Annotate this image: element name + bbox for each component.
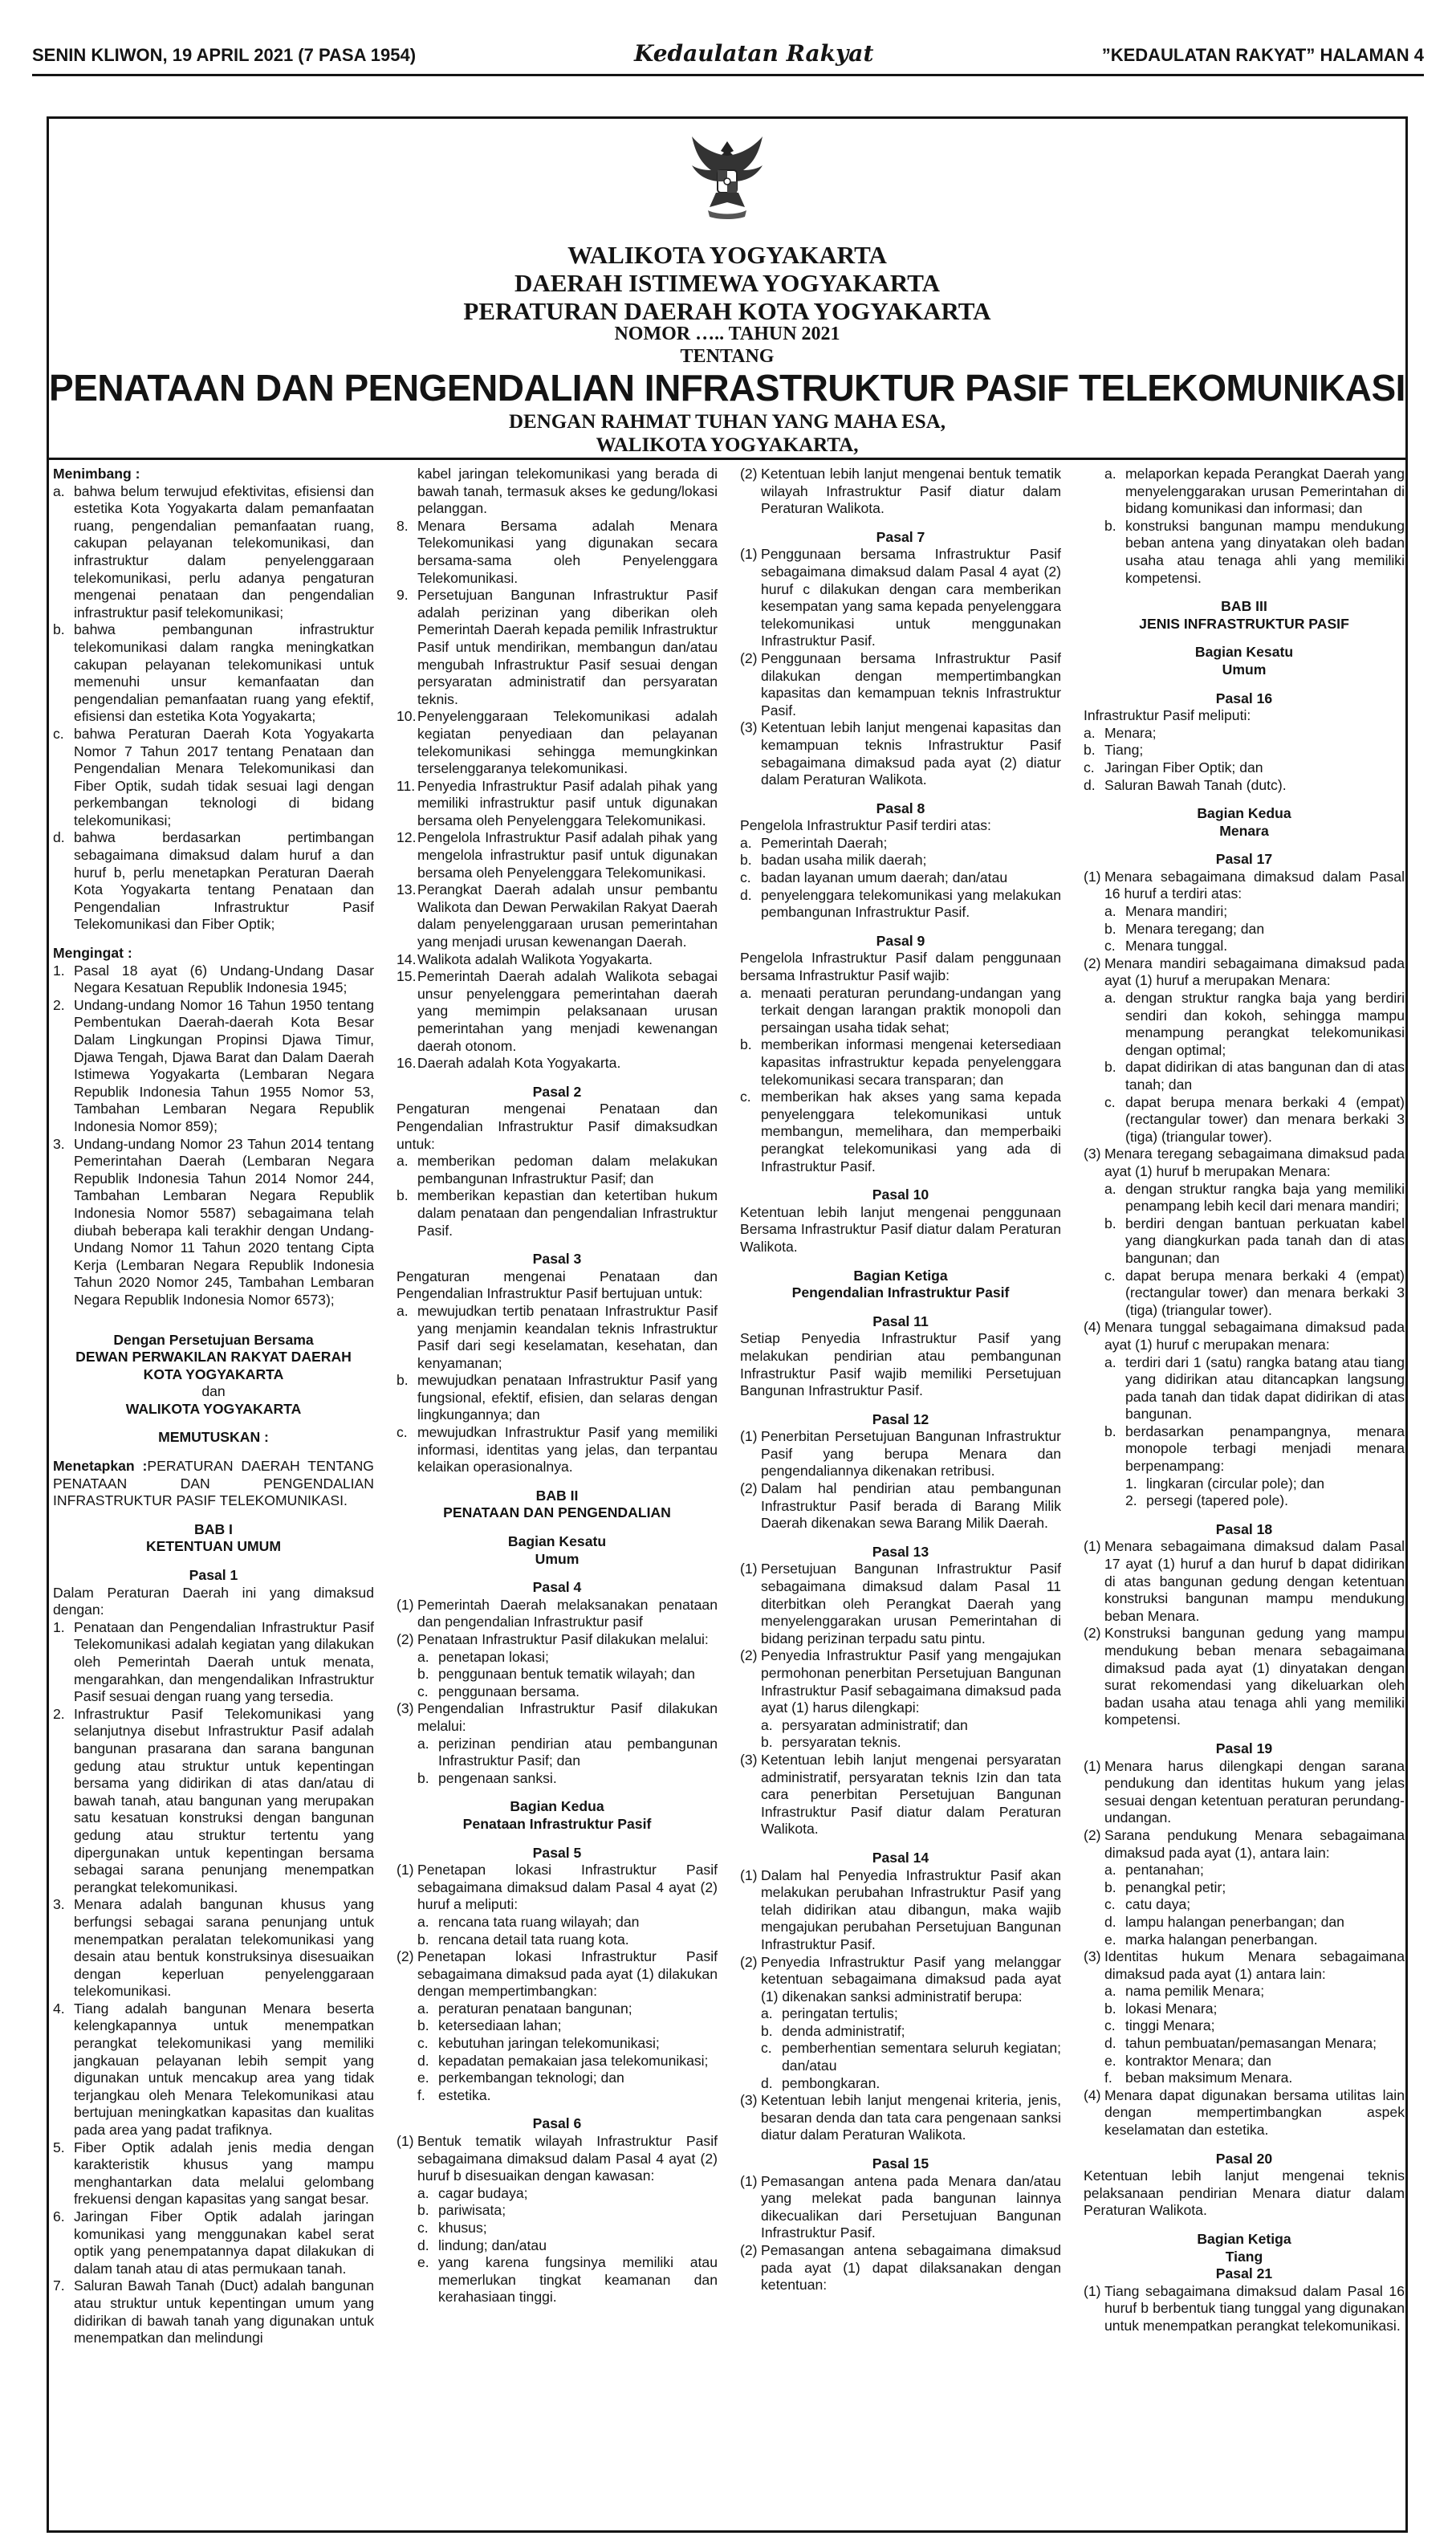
list-item: a. Menara; — [1084, 724, 1157, 741]
list-item: (4) Menara dapat digunakan bersama utilitas lain dengan mempertimbangkan aspek keselamatan dan estetika. — [1084, 2086, 1405, 2139]
bagian-title: Tiang — [1225, 2248, 1263, 2265]
persetujuan-line: KOTA YOGYAKARTA — [143, 1366, 284, 1382]
list-item: (2) Penataan Infrastruktur Pasif dilakukan melalui: — [397, 1631, 709, 1647]
sub-list-item: b. persyaratan teknis. — [761, 1734, 901, 1751]
newspaper-top-bar — [0, 0, 1456, 72]
sub-list-item: a. perizinan pendirian atau pembangunan Infrastruktur Pasif; dan — [417, 1735, 718, 1769]
list-item: 4. Tiang adalah bangunan Menara beserta kelengkapannya untuk menempatkan perangkat telekomunikasi yang memiliki jangkauan pelayanan lebih sempit yang digunakan untuk mencakup area yang tidak terjangkau oleh Menara Telekomunikasi atau bertujuan meningkatkan kapasitas dan kualitas pada area yang padat trafiknya. — [53, 2000, 374, 2139]
list-item: c. badan layanan umum daerah; dan/atau — [740, 869, 1008, 886]
persetujuan-line: DEWAN PERWAKILAN RAKYAT DAERAH — [75, 1349, 352, 1366]
bab-title: PENATAAN DAN PENGENDALIAN — [443, 1504, 671, 1521]
garuda-emblem-icon — [689, 135, 766, 223]
list-item: (2) Konstruksi bangunan gedung yang mampu mendukung beban menara sebagaimana dimaksud pada ayat (1) dinyatakan dengan surat rekomendasi yang dikeluarkan oleh badan usaha atau tenaga ahli yang memiliki kompetensi. — [1084, 1625, 1405, 1728]
list-item: b. memberikan kepastian dan ketertiban hukum dalam penataan dan pengendalian Infrastruktur Pasif. — [397, 1187, 718, 1239]
sub-list-item: c. kebutuhan jaringan telekomunikasi; — [417, 2035, 660, 2052]
bab-heading: BAB I — [194, 1520, 233, 1537]
list-item: a. menaati peraturan perundang-undangan yang terkait dengan larangan praktik monopoli dan persaingan usaha tidak sehat; — [740, 984, 1061, 1036]
bagian-heading: Bagian Kedua — [1197, 805, 1291, 822]
list-item: (4) Menara tunggal sebagaimana dimaksud pada ayat (1) huruf c merupakan menara: — [1084, 1319, 1405, 1353]
list-item: (3) Identitas hukum Menara sebagaimana dimaksud pada ayat (1) antara lain: — [1084, 1948, 1405, 1982]
list-item: 16. Daerah adalah Kota Yogyakarta. — [397, 1055, 621, 1072]
paragraph: Pengelola Infrastruktur Pasif terdiri atas: — [740, 817, 991, 834]
list-item: 14. Walikota adalah Walikota Yogyakarta. — [397, 950, 653, 967]
pasal-heading: Pasal 7 — [876, 528, 925, 545]
list-item: 2. Undang-undang Nomor 16 Tahun 1950 tentang Pembentukan Daerah-daerah Kota Besar Dalam Lingkungan Propinsi Djawa Timur, Djawa Tengah, Djawa Barat dan Dalam Daerah Istimewa Yogyakarta (Lembaran Negara Republik Indonesia Tahun 1955 Nomor 53, Tambahan Lembaran Negara Republik Indonesia Nomor 859); — [53, 996, 374, 1134]
pasal-heading: Pasal 19 — [1215, 1740, 1273, 1756]
list-item: (1) Penetapan lokasi Infrastruktur Pasif sebagaimana dimaksud dalam Pasal 4 ayat (2) huruf a meliputi: — [397, 1862, 718, 1913]
list-item: 3. Undang-undang Nomor 23 Tahun 2014 tentang Pemerintahan Daerah (Lembaran Negara Republik Indonesia Tahun 2014 Nomor 244, Tambahan Lembaran Negara Republik Indonesia Nomor 5587) sebagaimana telah diubah beberapa kali terakhir dengan Undang-Undang Nomor 11 Tahun 2020 tentang Cipta Kerja (Lembaran Negara Republik Indonesia Tahun 2020 Nomor 245, Tambahan Lembaran Negara Republik Indonesia Nomor 6573); — [53, 1135, 374, 1308]
bagian-title: Pengendalian Infrastruktur Pasif — [791, 1284, 1010, 1301]
list-item: 2. Infrastruktur Pasif Telekomunikasi yang selanjutnya disebut Infrastruktur Pasif adalah bangunan prasarana dan sarana bangunan gedung atau struktur untuk kepentingan bersama yang didirikan di atas dan/atau di bawah tanah, atau bangunan yang merupakan satu kesatuan konstruksi dengan bangunan gedung atau struktur tertentu yang dipergunakan untuk kepentingan bersama sebagai sarana penunjang menempatkan perangkat telekomunikasi. — [53, 1705, 374, 1895]
sub-list-item: b. pariwisata; — [417, 2202, 506, 2219]
list-item: (1) Menara harus dilengkapi dengan sarana pendukung dan identitas hukum yang jelas sesuai dengan ketentuan peraturan perundang-undangan. — [1084, 1757, 1405, 1826]
list-item: 8. Menara Bersama adalah Menara Telekomunikasi yang digunakan secara bersama-sama oleh Penyelenggara Telekomunikasi. — [397, 517, 718, 586]
list-item: (1) Pemasangan antena pada Menara dan/atau yang melekat pada bangunan lainnya dikecualikan dari Persetujuan Bangunan Infrastruktur Pasif. — [740, 2172, 1061, 2241]
list-item: (3) Ketentuan lebih lanjut mengenai kapasitas dan kemampuan teknis Infrastruktur Pasif sebagaimana dimaksud pada ayat (2) diatur dalam Peraturan Walikota. — [740, 719, 1061, 788]
sub-list-item: b. konstruksi bangunan mampu mendukung beban antena yang dinyatakan oleh badan usaha atau tenaga ahli yang memiliki kompetensi. — [1104, 517, 1405, 586]
pasal-heading: Pasal 13 — [872, 1543, 929, 1560]
paragraph: Ketentuan lebih lanjut mengenai penggunaan Bersama Infrastruktur Pasif diatur dalam Peraturan Walikota. — [740, 1203, 1061, 1255]
paragraph: Infrastruktur Pasif meliputi: — [1084, 707, 1251, 724]
sub-list-item: b. lokasi Menara; — [1104, 2000, 1218, 2017]
sub-list-item: f. estetika. — [417, 2086, 491, 2103]
sub-list-item: c. tinggi Menara; — [1104, 2017, 1215, 2034]
sub-list-item: b. rencana detail tata ruang kota. — [417, 1931, 629, 1948]
sub-list-item: a. rencana tata ruang wilayah; dan — [417, 1913, 640, 1930]
pasal-heading: Pasal 6 — [532, 2115, 582, 2132]
sub-list-item: b. berdiri dengan bantuan perkuatan kabel yang diangkurkan pada tanah dan di atas bangunan; dan — [1104, 1215, 1405, 1266]
sub-list-item: e. perkembangan teknologi; dan — [417, 2070, 624, 2086]
pasal-heading: Pasal 17 — [1215, 851, 1273, 868]
paragraph: Pengaturan mengenai Penataan dan Pengendalian Infrastruktur Pasif bertujuan untuk: — [397, 1268, 718, 1302]
list-item: 1. Pasal 18 ayat (6) Undang-Undang Dasar Negara Kesatuan Republik Indonesia 1945; — [53, 962, 374, 996]
page-label: ”KEDAULATAN RAKYAT” HALAMAN 4 — [1101, 45, 1424, 65]
bagian-heading: Bagian Ketiga — [1197, 2231, 1291, 2247]
paragraph: Pengelola Infrastruktur Pasif dalam penggunaan bersama Infrastruktur Pasif wajib: — [740, 950, 1061, 984]
list-item: 10. Penyelenggaraan Telekomunikasi adalah kegiatan penyediaan dan pelayanan telekomunikasi sehingga memungkinkan terselenggaranya telekomunikasi. — [397, 708, 718, 777]
list-item: 12. Pengelola Infrastruktur Pasif adalah pihak yang mengelola infrastruktur pasif untuk digunakan bersama oleh Penyelenggara Telekomunikasi. — [397, 829, 718, 881]
regulation-title: PENATAAN DAN PENGENDALIAN INFRASTRUKTUR PASIF TELEKOMUNIKASI — [49, 367, 1405, 409]
menimbang-label: Menimbang : — [53, 466, 140, 482]
bagian-heading: Bagian Ketiga — [853, 1267, 948, 1284]
sub-list-item: a. terdiri dari 1 (satu) rangka batang atau tiang yang didirikan atau ditancapkan langsung pada tanah dan tidak dapat didirikan di atas bangunan. — [1104, 1353, 1405, 1423]
list-item: (1) Menara sebagaimana dimaksud dalam Pasal 16 huruf a terdiri atas: — [1084, 868, 1405, 902]
list-item: b. bahwa pembangunan infrastruktur telekomunikasi dalam rangka meningkatkan cakupan pelayanan telekomunikasi untuk memenuhi unsur kemanfaatan dan pengendalian pemanfaatan ruang yang efektif, efisiensi dan estetika Kota Yogyakarta; — [53, 621, 374, 725]
list-item: 11. Penyedia Infrastruktur Pasif adalah pihak yang memiliki infrastruktur pasif untuk digunakan bersama oleh Penyelenggara Telekomunikasi. — [397, 777, 718, 828]
header-line-walikota: WALIKOTA YOGYAKARTA — [567, 241, 887, 269]
list-item: (2) Ketentuan lebih lanjut mengenai bentuk tematik wilayah Infrastruktur Pasif diatur dalam Peraturan Walikota. — [740, 466, 1061, 517]
bagian-title: Umum — [535, 1550, 580, 1567]
list-item: a. memberikan pedoman dalam melakukan pembangunan Infrastruktur Pasif; dan — [397, 1153, 718, 1186]
list-item: (3) Pengendalian Infrastruktur Pasif dilakukan melalui: — [397, 1700, 718, 1734]
list-item: (1) Bentuk tematik wilayah Infrastruktur Pasif sebagaimana dimaksud dalam Pasal 4 ayat (2) huruf b disesuaikan dengan kawasan: — [397, 2133, 718, 2184]
mengingat-label: Mengingat : — [53, 945, 132, 962]
header-line-perda: PERATURAN DAERAH KOTA YOGYAKARTA — [463, 297, 991, 325]
sub-list-item: b. penggunaan bentuk tematik wilayah; dan — [417, 1666, 695, 1683]
list-item: (1) Penerbitan Persetujuan Bangunan Infrastruktur Pasif yang berupa Menara dan pengendaliannya dikenakan retribusi. — [740, 1428, 1061, 1480]
sub-list-item: a. dengan struktur rangka baja yang berdiri sendiri dan kokoh, sehingga mampu menampung perangkat telekomunikasi dengan optimal; — [1104, 990, 1405, 1058]
text-column-1 — [53, 466, 374, 2521]
persetujuan-line: dan — [201, 1383, 226, 1400]
list-item: b. Tiang; — [1084, 742, 1144, 759]
sub-list-item: b. penangkal petir; — [1104, 1878, 1226, 1895]
list-item: 3. Menara adalah bangunan khusus yang berfungsi sebagai sarana penunjang untuk menempatkan peralatan telekomunikasi yang desain atau bentuk konstruksinya disesuaikan dengan keperluan penyelenggaraan telekomunikasi. — [53, 1896, 374, 2000]
list-item: (1) Penggunaan bersama Infrastruktur Pasif sebagaimana dimaksud dalam Pasal 4 ayat (2) huruf c dilakukan dengan cara memberikan kesempatan yang sama kepada penyelenggara telekomunikasi untuk menggunakan Infrastruktur Pasif. — [740, 546, 1061, 649]
list-item: (1) Dalam hal Penyedia Infrastruktur Pasif akan melakukan perubahan Infrastruktur Pasif yang telah didirikan atau dibangun, maka wajib mengajukan perubahan Persetujuan Bangunan Infrastruktur Pasif. — [740, 1866, 1061, 1952]
sub-list-item: c. dapat berupa menara berkaki 4 (empat) (rectangular tower) dan menara berkaki 3 (tiga) (triangular tower). — [1104, 1093, 1405, 1145]
list-item: (2) Pemasangan antena sebagaimana dimaksud pada ayat (1) dapat dilaksanakan dengan ketentuan: — [740, 2242, 1061, 2294]
paragraph: Setiap Penyedia Infrastruktur Pasif yang melakukan pendirian atau pembangunan Infrastruktur Pasif wajib memiliki Persetujuan Bangunan Infrastruktur Pasif. — [740, 1330, 1061, 1399]
list-item: (1) Tiang sebagaimana dimaksud dalam Pasal 16 huruf b berbentuk tiang tunggal yang digunakan untuk menempatkan perangkat telekomunikasi. — [1084, 2282, 1405, 2334]
paragraph: Ketentuan lebih lanjut mengenai teknis pelaksanaan pendirian Menara diatur dalam Peraturan Walikota. — [1084, 2167, 1405, 2219]
sub-list-item: 1. lingkaran (circular pole); dan — [1125, 1475, 1324, 1492]
sub-list-item: c. penggunaan bersama. — [417, 1683, 580, 1699]
list-item: b. mewujudkan penataan Infrastruktur Pasif yang fungsional, efektif, efisien, dan selaras dengan lingkungannya; dan — [397, 1372, 718, 1423]
pasal-heading: Pasal 15 — [872, 2155, 929, 2172]
sub-list-item: a. melaporkan kepada Perangkat Daerah yang menyelenggarakan urusan Pemerintahan di bidang komunikasi dan informasi; dan — [1104, 466, 1405, 517]
header-line-diy: DAERAH ISTIMEWA YOGYAKARTA — [514, 269, 940, 297]
bab-title: KETENTUAN UMUM — [145, 1538, 282, 1555]
pasal-heading: Pasal 9 — [876, 932, 925, 949]
header-line-nomor: NOMOR ….. TAHUN 2021 — [614, 324, 840, 344]
sub-list-item: a. penetapan lokasi; — [417, 1648, 549, 1665]
list-item: (1) Menara sebagaimana dimaksud dalam Pasal 17 ayat (1) huruf a dan huruf b dapat didirikan di atas bangunan gedung dengan ketentuan konstruksi bangunan mampu mendukung beban Menara. — [1084, 1538, 1405, 1624]
header-line-tentang: TENTANG — [680, 346, 775, 367]
menetapkan-paragraph: Menetapkan :PERATURAN DAERAH TENTANG PENATAAN DAN PENGENDALIAN INFRASTRUKTUR PASIF TELEKOMUNIKASI. — [53, 1458, 374, 1509]
bagian-heading: Bagian Kedua — [510, 1798, 604, 1815]
sub-list-item: a. persyaratan administratif; dan — [761, 1716, 968, 1733]
list-item: (2) Menara mandiri sebagaimana dimaksud pada ayat (1) huruf a merupakan Menara: — [1084, 954, 1405, 989]
pasal-heading: Pasal 11 — [872, 1313, 929, 1329]
bagian-title: Penataan Infrastruktur Pasif — [462, 1815, 652, 1832]
list-item: (2) Penyedia Infrastruktur Pasif yang mengajukan permohonan penerbitan Persetujuan Bangunan Infrastruktur Pasif sebagaimana dimaksud pada ayat (1) harus dilengkapi: — [740, 1647, 1061, 1716]
pasal-heading: Pasal 20 — [1215, 2150, 1273, 2167]
memutuskan-heading: MEMUTUSKAN : — [158, 1429, 269, 1446]
sub-list-item: a. cagar budaya; — [417, 2184, 528, 2201]
regulation-header — [47, 120, 1408, 454]
sub-list-item: a. peringatan tertulis; — [761, 2005, 898, 2022]
header-rule — [47, 458, 1408, 460]
sub-list-item: d. lindung; dan/atau — [417, 2237, 547, 2253]
sub-list-item: b. berdasarkan penampangnya, menara monopole terbagi menjadi menara berpenampang: — [1104, 1423, 1405, 1475]
list-item: c. Jaringan Fiber Optik; dan — [1084, 759, 1263, 775]
text-column-2 — [397, 466, 718, 2521]
pasal-heading: Pasal 12 — [872, 1410, 929, 1427]
list-item: (1) Persetujuan Bangunan Infrastruktur Pasif sebagaimana dimaksud dalam Pasal 11 diterbitkan oleh Perangkat Daerah yang menyelenggarakan urusan Pemerintahan di bidang perizinan terpadu satu pintu. — [740, 1561, 1061, 1646]
list-item: c. mewujudkan Infrastruktur Pasif yang memiliki informasi, identitas yang jelas, dan terpantau kelaikan operasionalnya. — [397, 1424, 718, 1475]
sub-list-item: c. khusus; — [417, 2220, 487, 2236]
header-line-rahmat: DENGAN RAHMAT TUHAN YANG MAHA ESA, — [508, 411, 946, 433]
pasal-heading: Pasal 10 — [872, 1186, 929, 1203]
list-item: (2) Penyedia Infrastruktur Pasif yang melanggar ketentuan sebagaimana dimaksud pada ayat (1) dikenakan sanksi administratif berupa: — [740, 1953, 1061, 2005]
list-item: (2) Sarana pendukung Menara sebagaimana dimaksud pada ayat (1), antara lain: — [1084, 1826, 1405, 1861]
list-item: (2) Dalam hal pendirian atau pembangunan Infrastruktur Pasif berada di Barang Milik Daerah dikenakan sewa Barang Milik Daerah. — [740, 1480, 1061, 1532]
list-item: b. memberikan informasi mengenai ketersediaan kapasitas infrastruktur kepada penyelenggara telekomunikasi secara transparan; dan — [740, 1036, 1061, 1088]
bab-heading: BAB III — [1221, 598, 1267, 615]
list-item: c. bahwa Peraturan Daerah Kota Yogyakarta Nomor 7 Tahun 2017 tentang Penataan dan Pengendalian Menara Telekomunikasi dan Fiber Optik, sudah tidak sesuai lagi dengan perkembangan teknologi di bidang telekomunikasi; — [53, 725, 374, 828]
sub-list-item: f. beban maksimum Menara. — [1104, 2070, 1293, 2086]
list-item: 6. Jaringan Fiber Optik adalah jaringan komunikasi yang menggunakan kabel serat optik yang penempatannya dapat dilakukan di dalam tanah atau di atas permukaan tanah. — [53, 2208, 374, 2277]
list-item: a. Pemerintah Daerah; — [740, 834, 888, 851]
text-column-3 — [740, 466, 1061, 2521]
sub-list-item: d. lampu halangan penerbangan; dan — [1104, 1913, 1344, 1930]
sub-list-item: e. marka halangan penerbangan. — [1104, 1931, 1318, 1948]
sub-list-item: a. Menara mandiri; — [1104, 903, 1228, 920]
bagian-heading: Bagian Kesatu — [507, 1533, 607, 1550]
list-item: (2) Penetapan lokasi Infrastruktur Pasif sebagaimana dimaksud pada ayat (1) dilakukan dengan mempertimbangkan: — [397, 1948, 718, 2000]
sub-list-item: c. Menara tunggal. — [1104, 938, 1228, 954]
pasal-heading: Pasal 16 — [1215, 690, 1273, 706]
sub-list-item: d. tahun pembuatan/pemasangan Menara; — [1104, 2035, 1377, 2052]
sub-list-item: a. peraturan penataan bangunan; — [417, 2000, 632, 2017]
list-item: (1) Pemerintah Daerah melaksanakan penataan dan pengendalian Infrastruktur pasif — [397, 1596, 718, 1630]
list-item: a. mewujudkan tertib penataan Infrastruktur Pasif yang menjamin keandalan teknis Infrastruktur Pasif dari segi keselamatan, kesehatan, dan kenyamanan; — [397, 1302, 718, 1371]
top-rule — [32, 74, 1424, 76]
sub-list-item: a. nama pemilik Menara; — [1104, 1983, 1265, 2000]
sub-list-item: a. pentanahan; — [1104, 1862, 1204, 1878]
bab-heading: BAB II — [535, 1487, 579, 1504]
pasal-heading: Pasal 4 — [532, 1579, 582, 1596]
sub-list-item: b. ketersediaan lahan; — [417, 2017, 562, 2034]
sub-list-item: b. dapat didirikan di atas bangunan dan di atas tanah; dan — [1104, 1059, 1405, 1093]
list-item: d. bahwa berdasarkan pertimbangan sebagaimana dimaksud dalam huruf a dan huruf b, perlu menetapkan Peraturan Daerah Kota Yogyakarta tentang Penataan dan Pengendalian Infrastruktur Pasif Telekomunikasi dan Fiber Optik; — [53, 829, 374, 933]
bagian-title: Umum — [1222, 661, 1267, 678]
list-item: (2) Penggunaan bersama Infrastruktur Pasif dilakukan dengan mempertimbangkan kapasitas dan kemampuan teknis Infrastruktur Pasif. — [740, 649, 1061, 718]
paragraph: Pengaturan mengenai Penataan dan Pengendalian Infrastruktur Pasif dimaksudkan untuk: — [397, 1101, 718, 1152]
list-item: b. badan usaha milik daerah; — [740, 852, 927, 869]
list-item: c. memberikan hak akses yang sama kepada penyelenggara telekomunikasi untuk membangun, memelihara, dan memperbaiki perangkat telekomunikasi yang ada di Infrastruktur Pasif. — [740, 1089, 1061, 1174]
header-line-walikota-2: WALIKOTA YOGYAKARTA, — [596, 434, 859, 456]
list-item: 13. Perangkat Daerah adalah unsur pembantu Walikota dan Dewan Perwakilan Rakyat Daerah dalam penyelenggaraan urusan pemerintahan yang menjadi urusan kewenangan Daerah. — [397, 881, 718, 950]
sub-list-item: a. dengan struktur rangka baja yang memiliki penampang lebih kecil dari menara mandiri; — [1104, 1180, 1405, 1215]
sub-list-item: 2. persegi (tapered pole). — [1125, 1492, 1289, 1509]
text-column-4 — [1084, 466, 1405, 2521]
list-item: d. Saluran Bawah Tanah (dutc). — [1084, 776, 1287, 793]
sub-list-item: c. dapat berupa menara berkaki 4 (empat) (rectangular tower) dan menara berkaki 3 (tiga) (triangular tower). — [1104, 1267, 1405, 1318]
list-item: a. bahwa belum terwujud efektivitas, efisiensi dan estetika Kota Yogyakarta dalam pemanfaatan ruang, pengendalian pemanfaatan ruang, cakupan pelayanan telekomunikasi, dan infrastruktur dalam penyelenggaraan telekomunikasi, perlu adanya pengaturan mengenai penataan dan pengendalian infrastruktur pasif telekomunikasi; — [53, 482, 374, 621]
newspaper-masthead: Kedaulatan Rakyat — [634, 40, 874, 67]
list-item: 15. Pemerintah Daerah adalah Walikota sebagai unsur penyelenggara pemerintahan daerah yang memimpin pelaksanaan urusan pemerintahan yang menjadi kewenangan daerah otonom. — [397, 968, 718, 1054]
sub-list-item: b. Menara teregang; dan — [1104, 920, 1265, 937]
list-item-continued: kabel jaringan telekomunikasi yang berada di bawah tanah, termasuk akses ke gedung/lokasi pelanggan. — [417, 466, 718, 517]
pasal-heading: Pasal 21 — [1215, 2265, 1273, 2282]
pasal-heading: Pasal 1 — [189, 1567, 238, 1584]
sub-list-item: d. kepadatan pemakaian jasa telekomunikasi; — [417, 2052, 709, 2069]
pasal-heading: Pasal 2 — [532, 1083, 582, 1100]
persetujuan-line: WALIKOTA YOGYAKARTA — [125, 1400, 302, 1417]
pasal-heading: Pasal 3 — [532, 1251, 582, 1268]
bab-title: JENIS INFRASTRUKTUR PASIF — [1139, 615, 1349, 632]
list-item: (3) Ketentuan lebih lanjut mengenai persyaratan administratif, persyaratan teknis Izin dan tata cara penerbitan Persetujuan Bangunan Infrastruktur Pasif diatur dalam Peraturan Walikota. — [740, 1751, 1061, 1838]
pasal-heading: Pasal 8 — [876, 800, 925, 816]
sub-list-item: b. denda administratif; — [761, 2022, 905, 2039]
issue-date: SENIN KLIWON, 19 APRIL 2021 (7 PASA 1954) — [32, 45, 417, 65]
sub-list-item: b. pengenaan sanksi. — [417, 1769, 557, 1786]
pasal-heading: Pasal 5 — [532, 1844, 582, 1861]
paragraph: Dalam Peraturan Daerah ini yang dimaksud dengan: — [53, 1584, 374, 1618]
persetujuan-line: Dengan Persetujuan Bersama — [113, 1331, 314, 1348]
list-item: (3) Ketentuan lebih lanjut mengenai kriteria, jenis, besaran denda dan tata cara pengenaan sanksi diatur dalam Peraturan Walikota. — [740, 2092, 1061, 2143]
sub-list-item: e. yang karena fungsinya memiliki atau memerlukan tingkat keamanan dan kerahasiaan tinggi. — [417, 2254, 718, 2306]
list-item: d. penyelenggara telekomunikasi yang melakukan pembangunan Infrastruktur Pasif. — [740, 886, 1061, 921]
list-item: 9. Persetujuan Bangunan Infrastruktur Pasif adalah perizinan yang diberikan oleh Pemerintah Daerah kepada pemilik Infrastruktur Pasif untuk mendirikan, membangun dan/atau mengubah Infrastruktur Pasif sesuai dengan persyaratan administratif dan persyaratan teknis. — [397, 587, 718, 707]
sub-list-item: d. pembongkaran. — [761, 2074, 881, 2091]
sub-list-item: c. catu daya; — [1104, 1896, 1191, 1913]
pasal-heading: Pasal 14 — [872, 1849, 929, 1866]
bagian-heading: Bagian Kesatu — [1194, 644, 1294, 661]
list-item: (3) Menara teregang sebagaimana dimaksud pada ayat (1) huruf b merupakan Menara: — [1084, 1146, 1405, 1179]
sub-list-item: e. kontraktor Menara; dan — [1104, 2052, 1271, 2069]
list-item: 7. Saluran Bawah Tanah (Duct) adalah bangunan atau struktur untuk kepentingan umum yang didirikan di bawah tanah yang digunakan untuk menempatkan dan melindungi — [53, 2277, 374, 2347]
pasal-heading: Pasal 18 — [1215, 1520, 1273, 1537]
list-item: 1. Penataan dan Pengendalian Infrastruktur Pasif Telekomunikasi adalah kegiatan yang dilakukan oleh Pemerintah Daerah untuk menata, mengarahkan, dan mengendalikan Infrastruktur Pasif sesuai dengan ruang yang tersedia. — [53, 1618, 374, 1705]
bagian-title: Menara — [1219, 822, 1269, 839]
sub-list-item: c. pemberhentian sementara seluruh kegiatan; dan/atau — [761, 2040, 1061, 2074]
list-item: 5. Fiber Optik adalah jenis media dengan karakteristik khusus yang mampu menghantarkan data melalui gelombang frekuensi dengan kapasitas yang sangat besar. — [53, 2139, 374, 2208]
